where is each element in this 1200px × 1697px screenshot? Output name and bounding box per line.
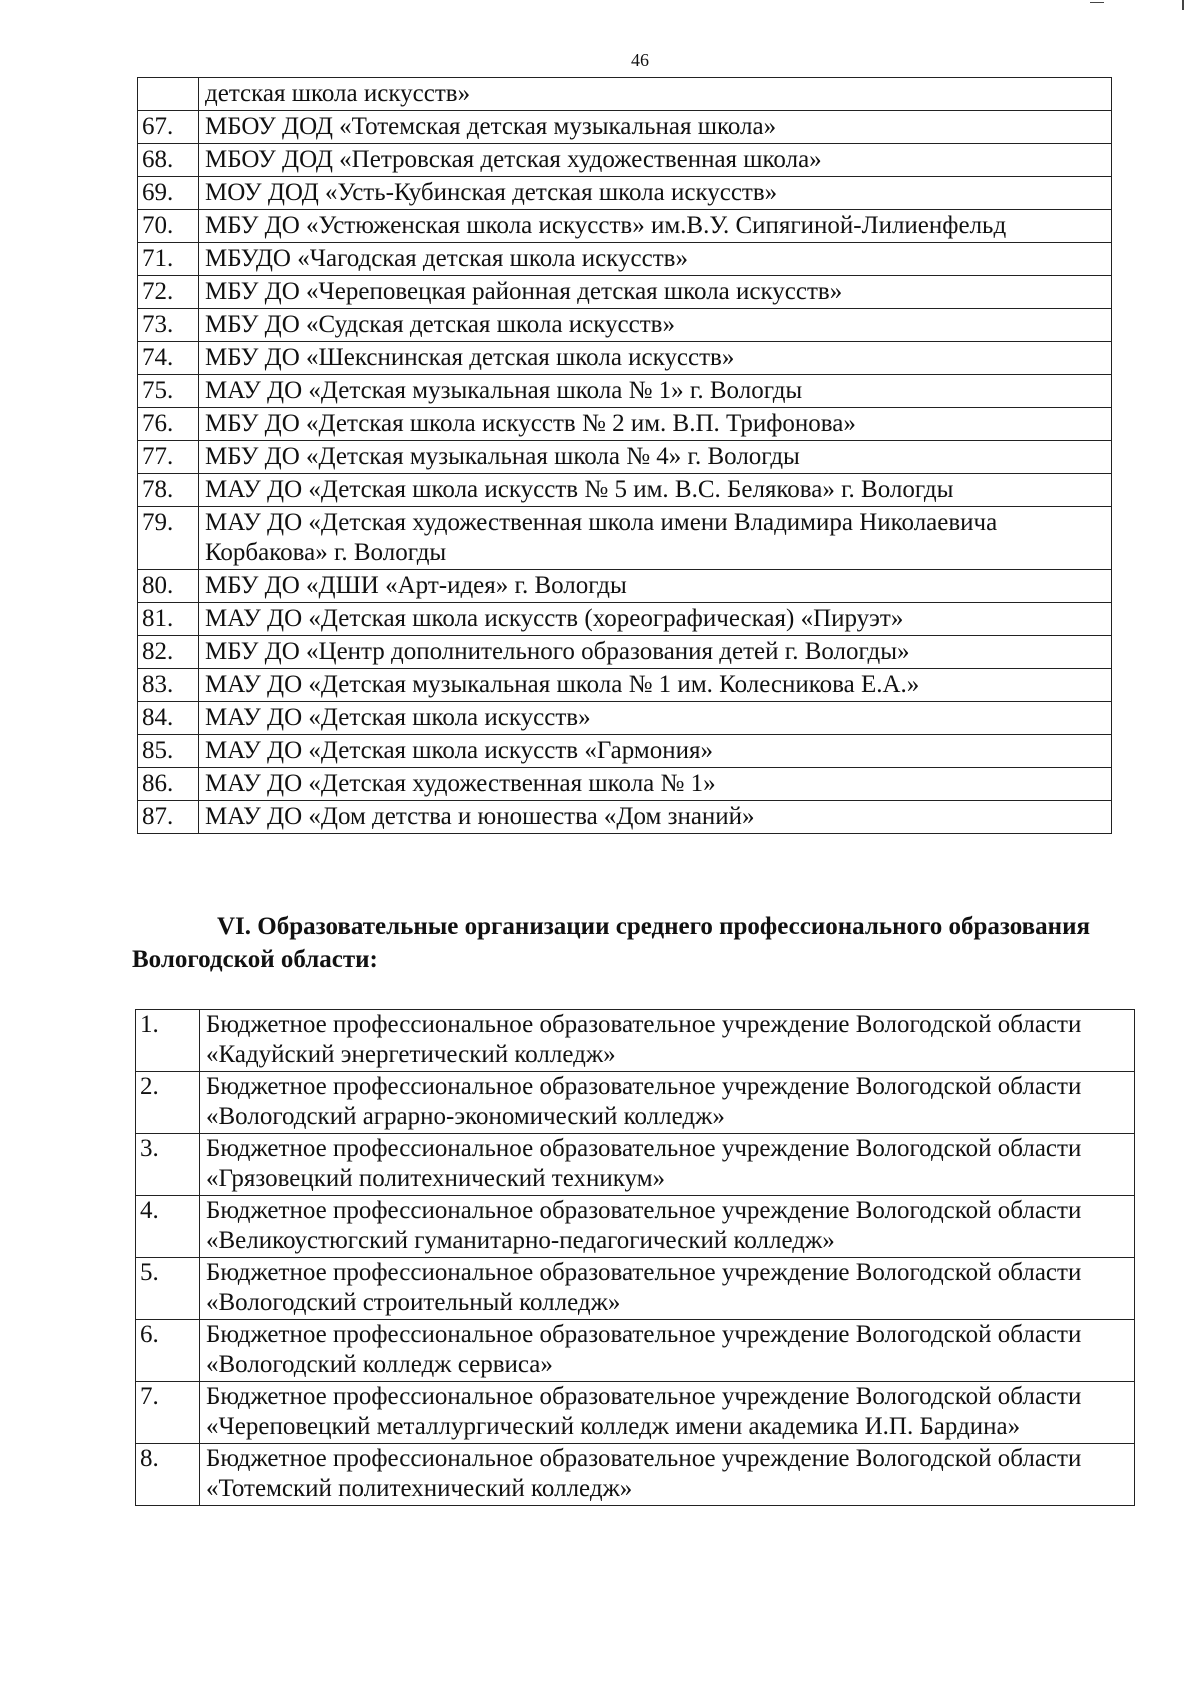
row-number: 73. — [138, 309, 199, 342]
row-number: 83. — [138, 669, 199, 702]
organization-name: Бюджетное профессиональное образовательное учреждение Вологодской области «Великоустюгский гуманитарно-педагогический колледж» — [200, 1196, 1135, 1258]
table-row — [138, 768, 1112, 801]
row-number: 82. — [138, 636, 199, 669]
row-number: 72. — [138, 276, 199, 309]
table-row — [138, 78, 1112, 111]
table-row — [138, 603, 1112, 636]
organization-name: МБУДО «Чагодская детская школа искусств» — [199, 243, 1112, 276]
table-row — [138, 177, 1112, 210]
table-body — [138, 78, 1112, 834]
organization-name: Бюджетное профессиональное образовательное учреждение Вологодской области «Кадуйский энергетический колледж» — [200, 1010, 1135, 1072]
organization-name: МБУ ДО «Детская школа искусств № 2 им. В.П. Трифонова» — [199, 408, 1112, 441]
organization-name: МБОУ ДОД «Петровская детская художественная школа» — [199, 144, 1112, 177]
table-row — [138, 342, 1112, 375]
organization-name: Бюджетное профессиональное образовательное учреждение Вологодской области «Тотемский политехнический колледж» — [200, 1444, 1135, 1506]
organization-name: МАУ ДО «Детская художественная школа № 1» — [199, 768, 1112, 801]
scan-artifact-mark — [1182, 0, 1184, 10]
organization-name: МОУ ДОД «Усть-Кубинская детская школа искусств» — [199, 177, 1112, 210]
organization-name: детская школа искусств» — [199, 78, 1112, 111]
section-heading: VI. Образовательные организации среднего профессионального образования Вологодской области: — [132, 913, 1090, 973]
organization-name: МАУ ДО «Детская художественная школа имени Владимира Николаевича Корбакова» г. Вологды — [199, 507, 1112, 570]
row-number: 81. — [138, 603, 199, 636]
table-row — [136, 1258, 1135, 1320]
table-row — [138, 309, 1112, 342]
scan-artifact-mark — [1090, 2, 1104, 3]
music-schools-table — [137, 77, 1112, 834]
row-number: 75. — [138, 375, 199, 408]
organization-name: МАУ ДО «Детская школа искусств № 5 им. В.С. Белякова» г. Вологды — [199, 474, 1112, 507]
table-row — [138, 669, 1112, 702]
organization-name: МБУ ДО «Детская музыкальная школа № 4» г. Вологды — [199, 441, 1112, 474]
organization-name: МБУ ДО «Центр дополнительного образования детей г. Вологды» — [199, 636, 1112, 669]
row-number: 3. — [136, 1134, 200, 1196]
table-row — [138, 210, 1112, 243]
organization-name: МБОУ ДОД «Тотемская детская музыкальная школа» — [199, 111, 1112, 144]
organization-name: МБУ ДО «Шекснинская детская школа искусств» — [199, 342, 1112, 375]
row-number: 70. — [138, 210, 199, 243]
table-row — [138, 375, 1112, 408]
row-number: 6. — [136, 1320, 200, 1382]
row-number: 67. — [138, 111, 199, 144]
table-row — [138, 276, 1112, 309]
table-row — [138, 474, 1112, 507]
table-row — [138, 801, 1112, 834]
organization-name: Бюджетное профессиональное образовательное учреждение Вологодской области «Грязовецкий политехнический техникум» — [200, 1134, 1135, 1196]
row-number: 87. — [138, 801, 199, 834]
table-row — [138, 702, 1112, 735]
organization-name: МАУ ДО «Детская музыкальная школа № 1 им. Колесникова Е.А.» — [199, 669, 1112, 702]
row-number: 2. — [136, 1072, 200, 1134]
table-row — [138, 636, 1112, 669]
row-number: 68. — [138, 144, 199, 177]
row-number: 77. — [138, 441, 199, 474]
row-number — [138, 78, 199, 111]
row-number: 79. — [138, 507, 199, 570]
organization-name: МАУ ДО «Детская школа искусств «Гармония» — [199, 735, 1112, 768]
organization-name: МБУ ДО «Череповецкая районная детская школа искусств» — [199, 276, 1112, 309]
organization-name: Бюджетное профессиональное образовательное учреждение Вологодской области «Череповецкий металлургический колледж имени академика И.П. Бардина» — [200, 1382, 1135, 1444]
row-number: 71. — [138, 243, 199, 276]
row-number: 84. — [138, 702, 199, 735]
table-row — [136, 1196, 1135, 1258]
table-row — [138, 735, 1112, 768]
table-row — [136, 1382, 1135, 1444]
organization-name: Бюджетное профессиональное образовательное учреждение Вологодской области «Вологодский строительный колледж» — [200, 1258, 1135, 1320]
table-row — [138, 570, 1112, 603]
organization-name: МАУ ДО «Детская школа искусств (хореографическая) «Пируэт» — [199, 603, 1112, 636]
row-number: 86. — [138, 768, 199, 801]
row-number: 76. — [138, 408, 199, 441]
row-number: 80. — [138, 570, 199, 603]
organization-name: МБУ ДО «Судская детская школа искусств» — [199, 309, 1112, 342]
row-number: 8. — [136, 1444, 200, 1506]
row-number: 5. — [136, 1258, 200, 1320]
page-number: 46 — [631, 50, 649, 70]
organization-name: МАУ ДО «Детская школа искусств» — [199, 702, 1112, 735]
table-row — [138, 408, 1112, 441]
row-number: 4. — [136, 1196, 200, 1258]
table-row — [138, 144, 1112, 177]
row-number: 85. — [138, 735, 199, 768]
row-number: 1. — [136, 1010, 200, 1072]
table-row — [138, 507, 1112, 570]
organization-name: МАУ ДО «Детская музыкальная школа № 1» г. Вологды — [199, 375, 1112, 408]
table-row — [138, 243, 1112, 276]
organization-name: МБУ ДО «Устюженская школа искусств» им.В.У. Сипягиной-Лилиенфельд — [199, 210, 1112, 243]
table-row — [136, 1010, 1135, 1072]
table-row — [136, 1444, 1135, 1506]
table-row — [136, 1072, 1135, 1134]
organization-name: МБУ ДО «ДШИ «Арт-идея» г. Вологды — [199, 570, 1112, 603]
table-row — [136, 1134, 1135, 1196]
organization-name: МАУ ДО «Дом детства и юношества «Дом знаний» — [199, 801, 1112, 834]
table-row — [138, 111, 1112, 144]
organization-name: Бюджетное профессиональное образовательное учреждение Вологодской области «Вологодский аграрно-экономический колледж» — [200, 1072, 1135, 1134]
row-number: 7. — [136, 1382, 200, 1444]
organization-name: Бюджетное профессиональное образовательное учреждение Вологодской области «Вологодский колледж сервиса» — [200, 1320, 1135, 1382]
table-body — [136, 1010, 1135, 1506]
colleges-table — [135, 1009, 1135, 1506]
table-row — [138, 441, 1112, 474]
row-number: 74. — [138, 342, 199, 375]
row-number: 69. — [138, 177, 199, 210]
table-row — [136, 1320, 1135, 1382]
row-number: 78. — [138, 474, 199, 507]
